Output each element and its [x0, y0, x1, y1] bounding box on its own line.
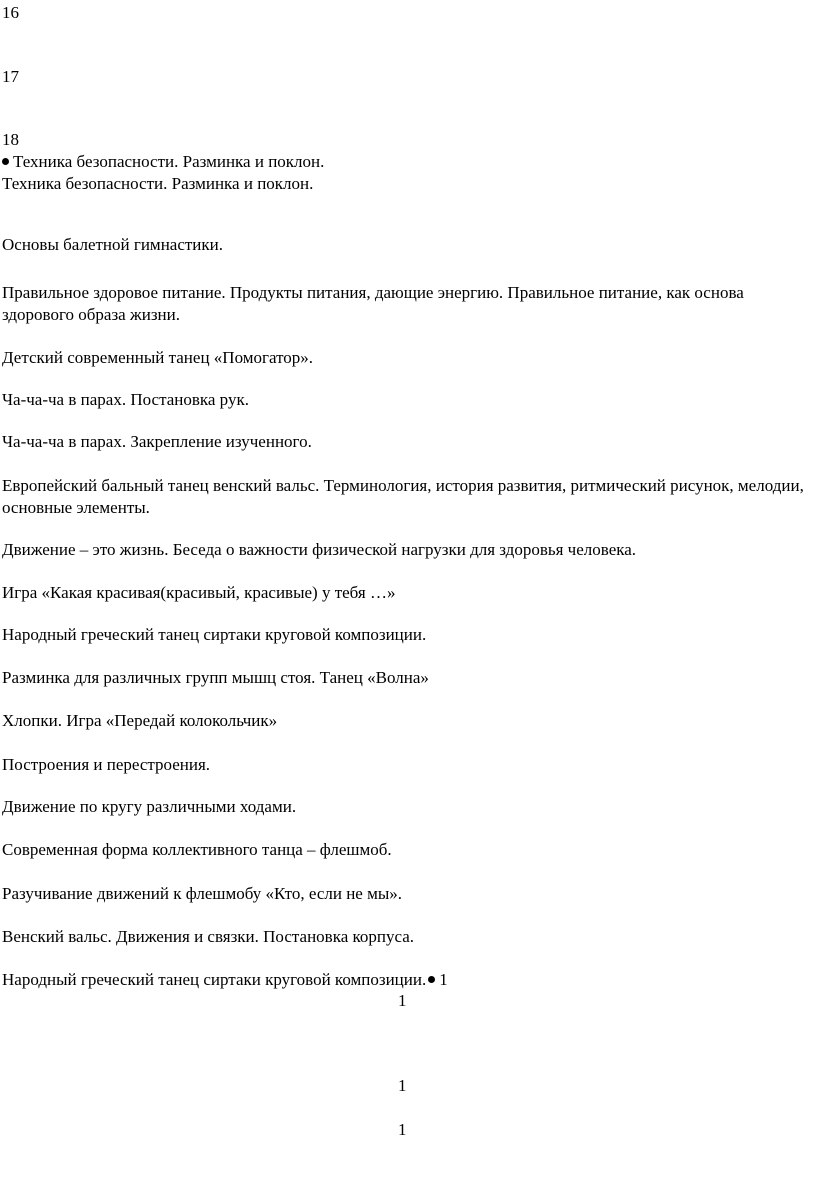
bullet-icon: [428, 976, 435, 983]
topic-line: Правильное здоровое питание. Продукты питания, дающие энергию. Правильное питание, как основа здорового образа жизни.: [2, 283, 744, 324]
topic-line: Разминка для различных групп мышц стоя. Танец «Волна»: [2, 668, 429, 687]
bullet-icon: [2, 158, 9, 165]
topic-line: Детский современный танец «Помогатор».: [2, 348, 314, 367]
hours-value: 1: [398, 1076, 407, 1095]
row-number: 16: [2, 3, 19, 22]
topic-line: Разучивание движений к флешмобу «Кто, если не мы».: [2, 884, 403, 903]
hours-value: 1: [398, 991, 407, 1010]
topic-line: Современная форма коллективного танца – флешмоб.: [2, 840, 392, 859]
topic-line: Игра «Какая красивая(красивый, красивые) у тебя …»: [2, 583, 396, 602]
topic-line: Ча-ча-ча в парах. Закрепление изученного.: [2, 432, 312, 451]
topic-text: Техника безопасности. Разминка и поклон.: [13, 152, 325, 171]
topic-line: [2, 969, 448, 991]
topic-line: Хлопки. Игра «Передай колокольчик»: [2, 711, 278, 730]
topic-line: Народный греческий танец сиртаки круговой композиции.: [2, 625, 427, 644]
topic-line: Основы балетной гимнастики.: [2, 235, 224, 254]
row-number: 18: [2, 130, 19, 149]
topic-line: Техника безопасности. Разминка и поклон.: [2, 174, 314, 193]
topic-line: [2, 151, 324, 173]
topic-line: Ча-ча-ча в парах. Постановка рук.: [2, 390, 249, 409]
topic-line: Венский вальс. Движения и связки. Постановка корпуса.: [2, 927, 415, 946]
topic-line: Построения и перестроения.: [2, 755, 211, 774]
hours-value: 1: [398, 1120, 407, 1139]
topic-line: Движение – это жизнь. Беседа о важности физической нагрузки для здоровья человека.: [2, 540, 637, 559]
topic-text: Народный греческий танец сиртаки круговой композиции.: [2, 970, 427, 989]
topic-line: Движение по кругу различными ходами.: [2, 797, 297, 816]
row-number: 17: [2, 67, 19, 86]
hours-value: 1: [439, 970, 448, 989]
topic-line: Европейский бальный танец венский вальс. Терминология, история развития, ритмический рисунок, мелодии, основные элементы.: [2, 476, 804, 517]
